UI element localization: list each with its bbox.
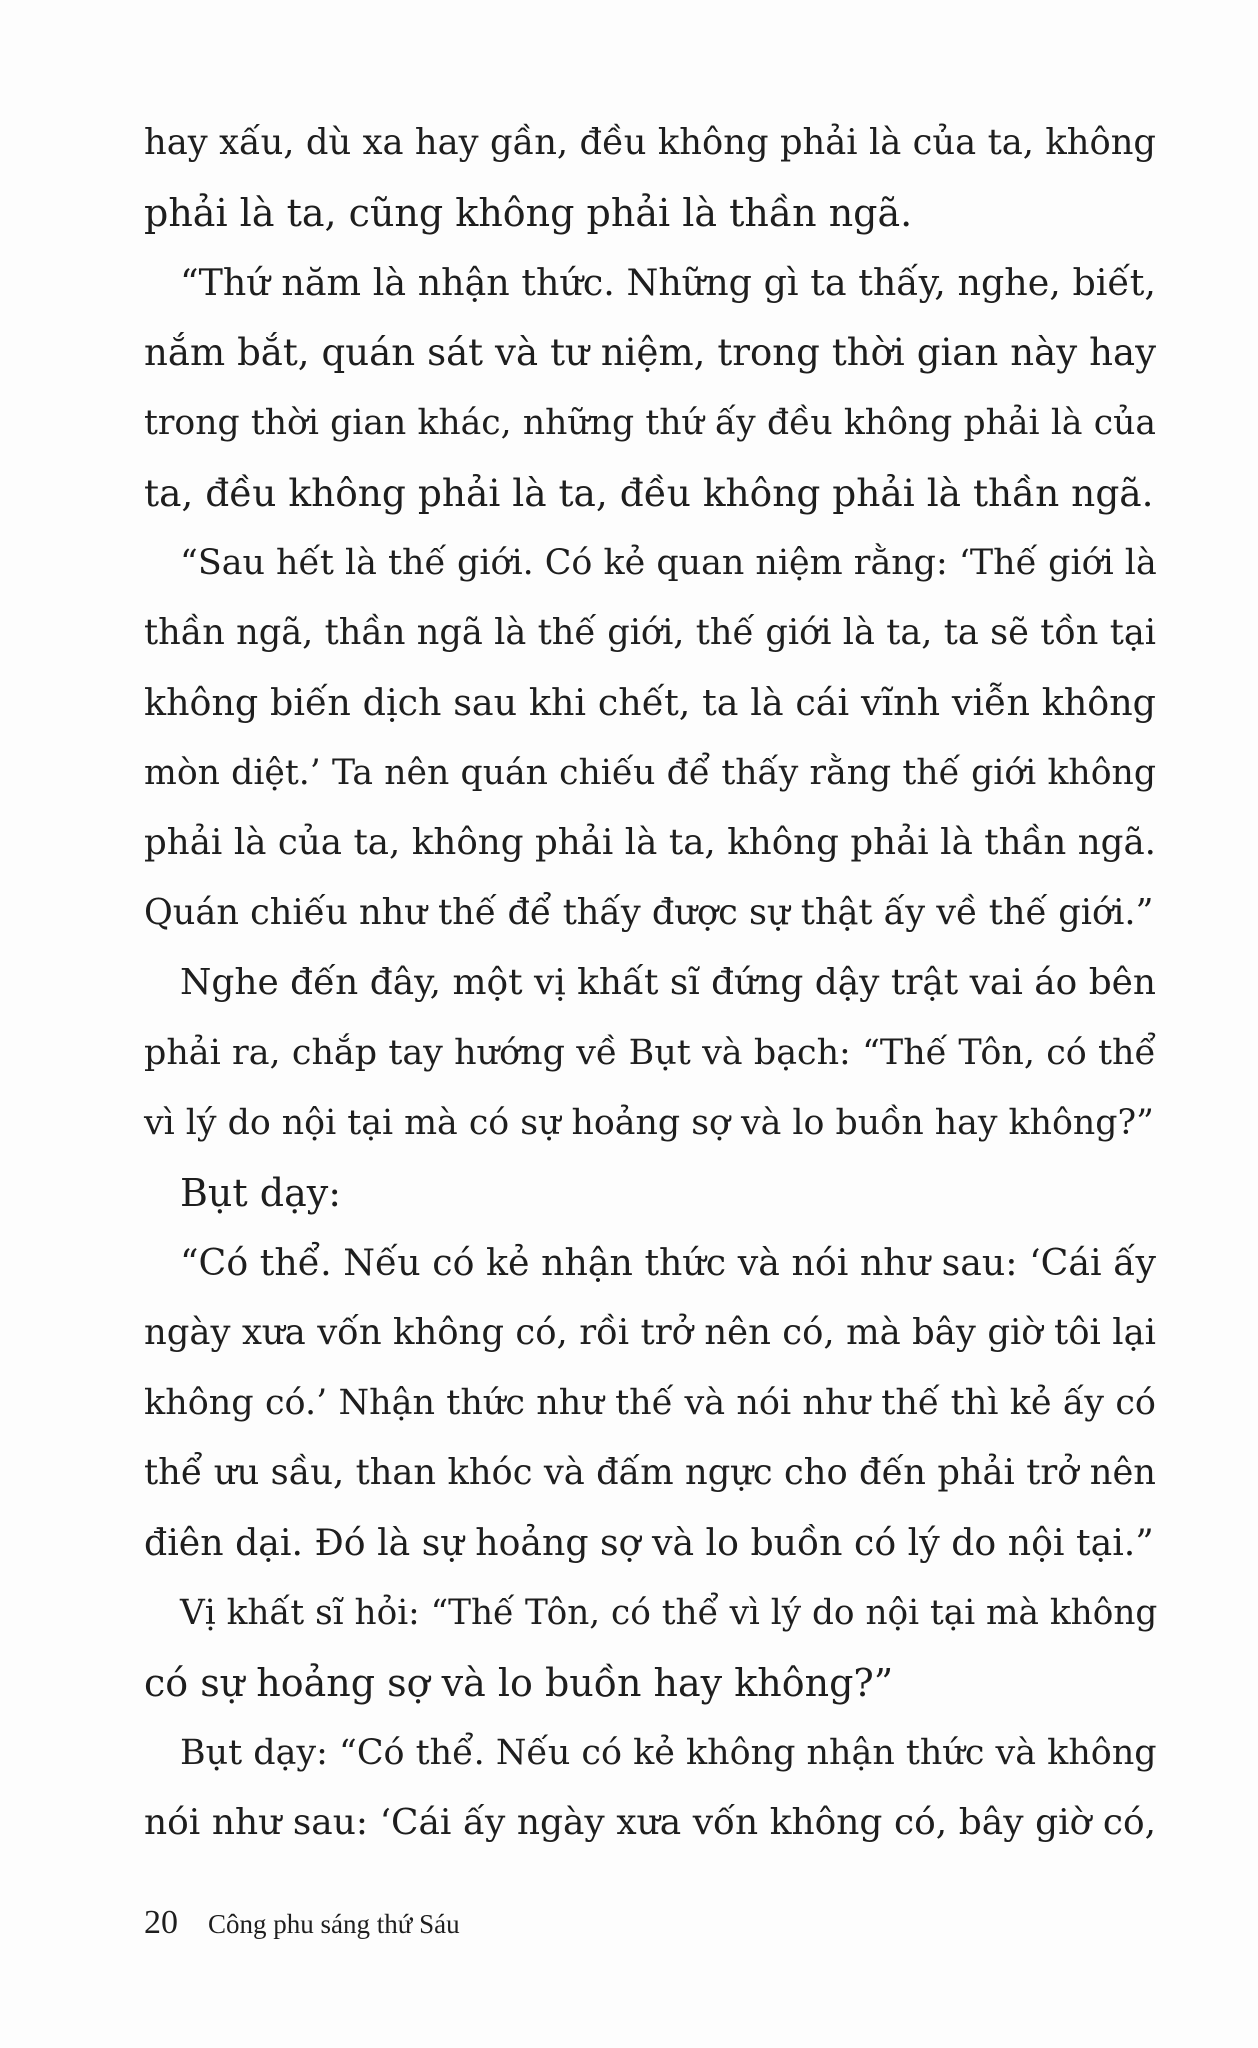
body-text [144,108,1156,1858]
running-title: Công phu sáng thứ Sáu [208,1909,460,1939]
text-line: trong thời gian khác, những thứ ấy đều không phải là của [144,403,1156,443]
text-line: phải ra, chắp tay hướng về Bụt và bạch: “Thế Tôn, có thể [144,1033,1156,1073]
text-line: không có.’ Nhận thức như thế và nói như thế thì kẻ ấy có [144,1383,1156,1423]
text-line: có sự hoảng sợ và lo buồn hay không?” [144,1661,894,1705]
text-line: Vị khất sĩ hỏi: “Thế Tôn, có thể vì lý do nội tại mà không [180,1593,1158,1633]
text-line: ta, đều không phải là ta, đều không phải là thần ngã. [144,471,1154,515]
text-line: điên dại. Đó là sự hoảng sợ và lo buồn có lý do nội tại.” [144,1521,1154,1564]
text-line: hay xấu, dù xa hay gần, đều không phải là của ta, không [144,122,1156,163]
text-line: “Sau hết là thế giới. Có kẻ quan niệm rằng: ‘Thế giới là [180,543,1157,583]
text-line: nói như sau: ‘Cái ấy ngày xưa vốn không có, bây giờ có, [144,1802,1156,1843]
text-line: Nghe đến đây, một vị khất sĩ đứng dậy trật vai áo bên [180,962,1156,1003]
text-line: ngày xưa vốn không có, rồi trở nên có, mà bây giờ tôi lại [144,1312,1156,1353]
text-line: “Thứ năm là nhận thức. Những gì ta thấy, nghe, biết, [180,261,1156,304]
text-line: vì lý do nội tại mà có sự hoảng sợ và lo buồn hay không?” [144,1103,1154,1143]
text-line: thể ưu sầu, than khóc và đấm ngực cho đến phải trở nên [144,1452,1156,1493]
text-line: Bụt dạy: [180,1171,341,1215]
text-line: Bụt dạy: “Có thể. Nếu có kẻ không nhận thức và không [180,1733,1157,1773]
text-line: nắm bắt, quán sát và tư niệm, trong thời gian này hay [144,331,1156,374]
text-line: thần ngã, thần ngã là thế giới, thế giới là ta, ta sẽ tồn tại [144,612,1156,653]
text-line: không biến dịch sau khi chết, ta là cái vĩnh viễn không [144,681,1156,724]
text-line: phải là của ta, không phải là ta, không phải là thần ngã. [144,822,1156,863]
text-line: mòn diệt.’ Ta nên quán chiếu để thấy rằng thế giới không [144,753,1156,793]
page-footer [144,1898,460,1948]
text-line: phải là ta, cũng không phải là thần ngã. [144,191,913,235]
text-line: “Có thể. Nếu có kẻ nhận thức và nói như sau: ‘Cái ấy [180,1241,1156,1284]
page-number: 20 [144,1904,178,1941]
text-line: Quán chiếu như thế để thấy được sự thật ấy về thế giới.” [144,892,1154,933]
